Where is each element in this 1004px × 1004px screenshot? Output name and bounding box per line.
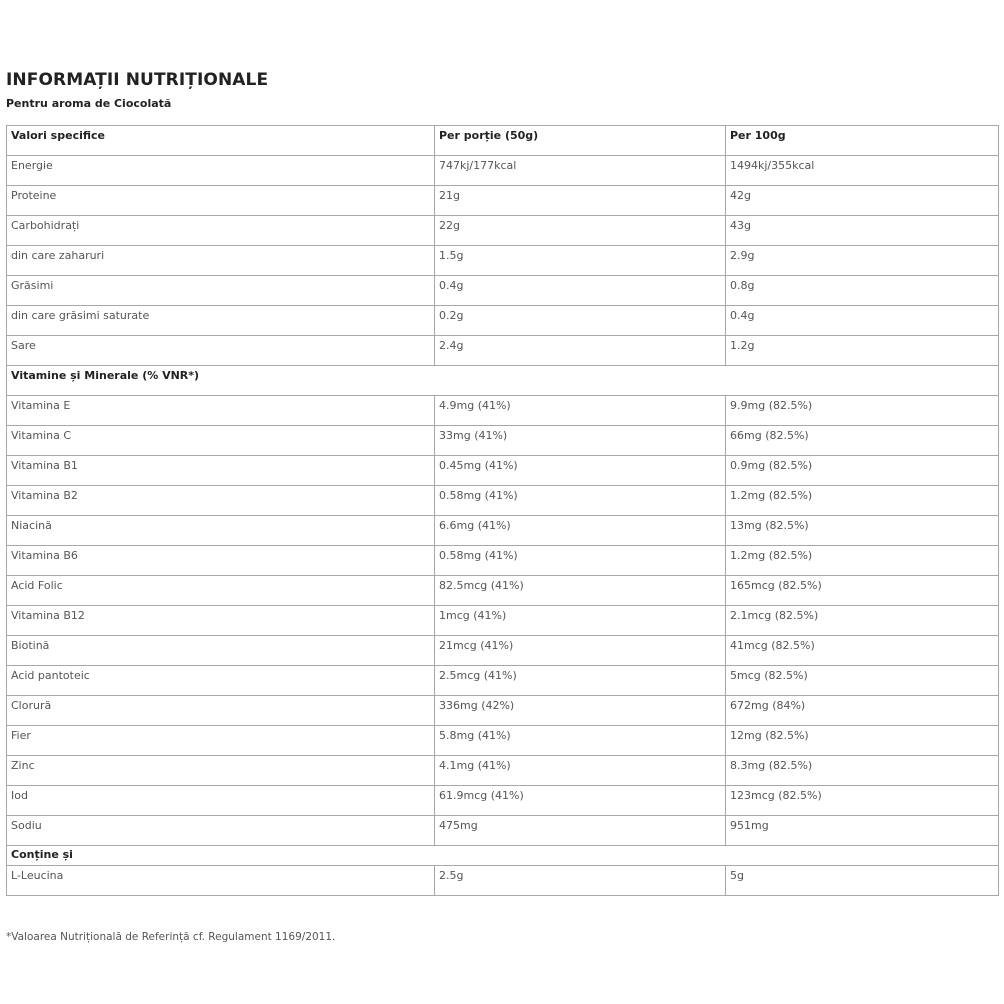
table-row [7, 456, 999, 486]
nutrition-table-body [7, 126, 999, 896]
cell-per-100g: 0.4g [726, 306, 999, 336]
cell-per-serving: 33mg (41%) [435, 426, 726, 456]
table-row [7, 816, 999, 846]
cell-per-serving: 0.58mg (41%) [435, 486, 726, 516]
cell-per-serving: 1mcg (41%) [435, 606, 726, 636]
cell-per-serving: 22g [435, 216, 726, 246]
table-row [7, 396, 999, 426]
table-row [7, 786, 999, 816]
cell-per-serving: 21mcg (41%) [435, 636, 726, 666]
table-header-row [7, 126, 999, 156]
table-row [7, 216, 999, 246]
cell-per-serving: 4.1mg (41%) [435, 756, 726, 786]
cell-nutrient: Grăsimi [7, 276, 435, 306]
cell-nutrient: Biotină [7, 636, 435, 666]
cell-per-100g: 42g [726, 186, 999, 216]
cell-per-serving: 6.6mg (41%) [435, 516, 726, 546]
cell-nutrient: Energie [7, 156, 435, 186]
cell-nutrient: L-Leucina [7, 866, 435, 896]
table-row [7, 756, 999, 786]
cell-nutrient: Fier [7, 726, 435, 756]
cell-per-100g: 123mcg (82.5%) [726, 786, 999, 816]
cell-nutrient: Vitamina C [7, 426, 435, 456]
cell-per-100g: 1.2mg (82.5%) [726, 486, 999, 516]
header-cell-nutrient: Valori specifice [7, 126, 435, 156]
cell-nutrient: Clorură [7, 696, 435, 726]
cell-per-serving: 747kj/177kcal [435, 156, 726, 186]
table-row [7, 666, 999, 696]
cell-per-100g: 1.2g [726, 336, 999, 366]
cell-per-serving: 2.5mcg (41%) [435, 666, 726, 696]
cell-per-100g: 951mg [726, 816, 999, 846]
cell-nutrient: Carbohidrați [7, 216, 435, 246]
table-row [7, 276, 999, 306]
section-header-row [7, 846, 999, 866]
cell-per-100g: 2.9g [726, 246, 999, 276]
cell-per-serving: 0.4g [435, 276, 726, 306]
cell-per-100g: 5mcg (82.5%) [726, 666, 999, 696]
cell-per-100g: 1494kj/355kcal [726, 156, 999, 186]
page-title: INFORMAȚII NUTRIȚIONALE [6, 70, 269, 90]
table-row [7, 546, 999, 576]
cell-per-serving: 21g [435, 186, 726, 216]
cell-per-serving: 5.8mg (41%) [435, 726, 726, 756]
table-row [7, 516, 999, 546]
cell-nutrient: Niacină [7, 516, 435, 546]
header-cell-per-100g: Per 100g [726, 126, 999, 156]
flavor-subtitle: Pentru aroma de Ciocolată [6, 97, 172, 110]
table-row [7, 726, 999, 756]
cell-per-serving: 0.58mg (41%) [435, 546, 726, 576]
cell-per-100g: 165mcg (82.5%) [726, 576, 999, 606]
table-row [7, 606, 999, 636]
cell-nutrient: Vitamina B12 [7, 606, 435, 636]
section-heading: Vitamine și Minerale (% VNR*) [7, 366, 999, 396]
table-row [7, 156, 999, 186]
cell-per-100g: 43g [726, 216, 999, 246]
cell-per-serving: 1.5g [435, 246, 726, 276]
cell-per-100g: 8.3mg (82.5%) [726, 756, 999, 786]
table-row [7, 246, 999, 276]
table-row [7, 576, 999, 606]
cell-per-serving: 2.5g [435, 866, 726, 896]
cell-per-100g: 672mg (84%) [726, 696, 999, 726]
table-row [7, 486, 999, 516]
nutrition-table [6, 125, 999, 896]
cell-per-100g: 9.9mg (82.5%) [726, 396, 999, 426]
cell-per-serving: 336mg (42%) [435, 696, 726, 726]
cell-nutrient: Acid Folic [7, 576, 435, 606]
cell-per-100g: 0.8g [726, 276, 999, 306]
table-row [7, 426, 999, 456]
cell-nutrient: Proteine [7, 186, 435, 216]
table-row [7, 186, 999, 216]
cell-per-serving: 61.9mcg (41%) [435, 786, 726, 816]
cell-per-serving: 82.5mcg (41%) [435, 576, 726, 606]
cell-per-100g: 13mg (82.5%) [726, 516, 999, 546]
cell-nutrient: Vitamina E [7, 396, 435, 426]
table-row [7, 866, 999, 896]
cell-nutrient: Sodiu [7, 816, 435, 846]
header-cell-per-serving: Per porție (50g) [435, 126, 726, 156]
table-row [7, 306, 999, 336]
cell-per-100g: 66mg (82.5%) [726, 426, 999, 456]
cell-nutrient: Vitamina B1 [7, 456, 435, 486]
cell-per-100g: 0.9mg (82.5%) [726, 456, 999, 486]
cell-per-100g: 41mcg (82.5%) [726, 636, 999, 666]
cell-nutrient: Sare [7, 336, 435, 366]
cell-per-serving: 475mg [435, 816, 726, 846]
cell-nutrient: Iod [7, 786, 435, 816]
cell-nutrient: Vitamina B2 [7, 486, 435, 516]
cell-per-serving: 0.2g [435, 306, 726, 336]
cell-nutrient: din care grăsimi saturate [7, 306, 435, 336]
cell-per-serving: 2.4g [435, 336, 726, 366]
section-heading: Conține și [7, 846, 999, 866]
section-header-row [7, 366, 999, 396]
cell-per-100g: 2.1mcg (82.5%) [726, 606, 999, 636]
cell-nutrient: Acid pantoteic [7, 666, 435, 696]
table-row [7, 636, 999, 666]
cell-nutrient: Zinc [7, 756, 435, 786]
cell-nutrient: Vitamina B6 [7, 546, 435, 576]
cell-nutrient: din care zaharuri [7, 246, 435, 276]
table-row [7, 696, 999, 726]
cell-per-serving: 4.9mg (41%) [435, 396, 726, 426]
cell-per-serving: 0.45mg (41%) [435, 456, 726, 486]
footnote: *Valoarea Nutrițională de Referință cf. Regulament 1169/2011. [6, 931, 336, 943]
cell-per-100g: 1.2mg (82.5%) [726, 546, 999, 576]
cell-per-100g: 12mg (82.5%) [726, 726, 999, 756]
table-row [7, 336, 999, 366]
cell-per-100g: 5g [726, 866, 999, 896]
